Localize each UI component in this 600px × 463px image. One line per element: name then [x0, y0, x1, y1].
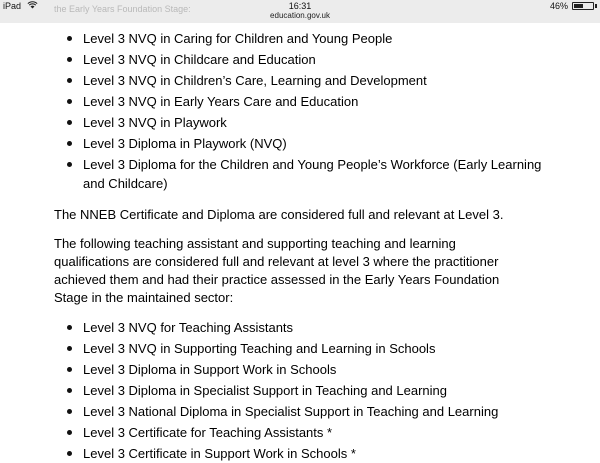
address-bar-url[interactable]: education.gov.uk [270, 11, 330, 20]
nneb-paragraph: The NNEB Certificate and Diploma are considered full and relevant at Level 3. [54, 207, 504, 222]
faded-page-heading: the Early Years Foundation Stage: [54, 4, 191, 14]
bullet-icon [67, 430, 72, 435]
list-item: Level 3 NVQ in Early Years Care and Education [0, 92, 600, 111]
battery-tip [595, 4, 597, 8]
bullet-icon [67, 36, 72, 41]
teaching-assistant-list [0, 318, 600, 463]
list-item: Level 3 NVQ in Playwork [0, 113, 600, 132]
bullet-icon [67, 78, 72, 83]
clock: 16:31 [288, 1, 312, 11]
list-item: Level 3 Diploma in Specialist Support in Teaching and Learning [0, 381, 600, 400]
list-item: Level 3 Diploma for the Children and Young People’s Workforce (Early Learning and Childcare) [0, 155, 600, 193]
list-item: Level 3 Diploma in Playwork (NVQ) [0, 134, 600, 153]
list-item: Level 3 Diploma in Support Work in Schools [0, 360, 600, 379]
bullet-icon [67, 325, 72, 330]
list-item: Level 3 National Diploma in Specialist Support in Teaching and Learning [0, 402, 600, 421]
list-item: Level 3 NVQ for Teaching Assistants [0, 318, 600, 337]
bullet-icon [67, 367, 72, 372]
bullet-icon [67, 388, 72, 393]
battery-fill [574, 4, 583, 8]
bullet-icon [67, 451, 72, 456]
bullet-icon [67, 409, 72, 414]
list-item: Level 3 NVQ in Children’s Care, Learning and Development [0, 71, 600, 90]
teaching-assistant-paragraph: The following teaching assistant and supporting teaching and learning qualifications are considered full and relevant at level 3 where the practitioner achieved them and had their practice assessed in the Early Years Foundation Stage in the maintained sector: [54, 236, 500, 305]
bullet-icon [67, 99, 72, 104]
battery-percent: 46% [549, 1, 568, 11]
status-bar [0, 0, 600, 23]
battery-icon [572, 2, 594, 10]
list-item: Level 3 NVQ in Caring for Children and Young People [0, 29, 600, 48]
page-content [0, 23, 600, 463]
list-item: Level 3 Certificate for Teaching Assistants * [0, 423, 600, 442]
bullet-icon [67, 141, 72, 146]
bullet-icon [67, 162, 72, 167]
list-item: Level 3 Certificate in Support Work in Schools * [0, 444, 600, 463]
list-item: Level 3 NVQ in Childcare and Education [0, 50, 600, 69]
bullet-icon [67, 57, 72, 62]
bullet-icon [67, 346, 72, 351]
device-label: iPad [3, 1, 22, 11]
bullet-icon [67, 120, 72, 125]
list-item: Level 3 NVQ in Supporting Teaching and Learning in Schools [0, 339, 600, 358]
qualifications-list [0, 23, 600, 193]
